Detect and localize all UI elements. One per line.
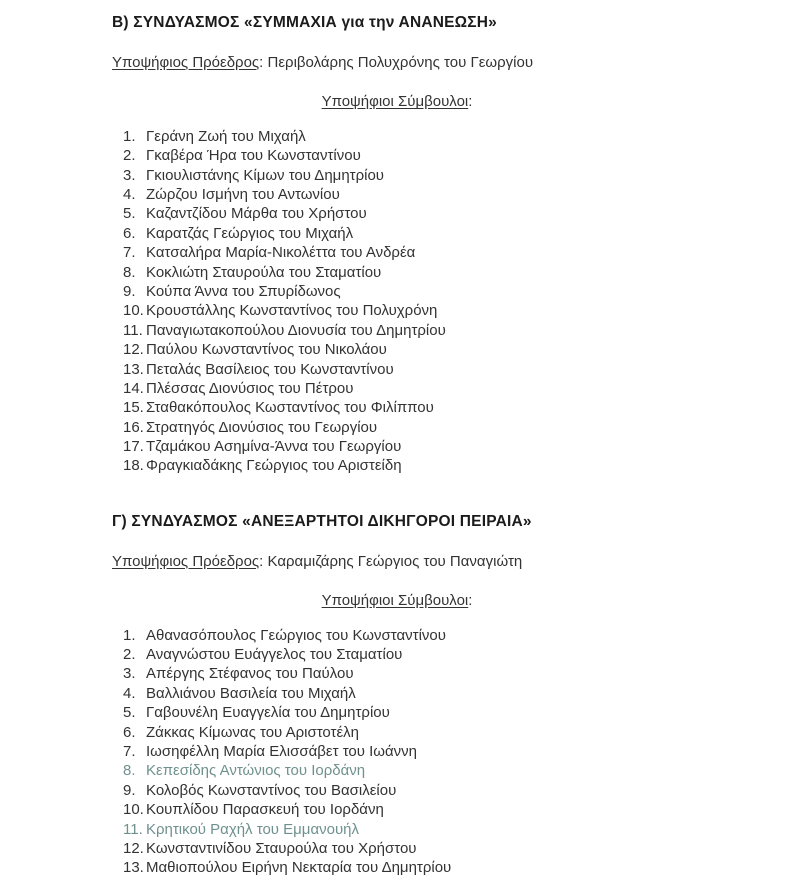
candidate-number: 9. bbox=[123, 781, 136, 799]
candidate-number: 12. bbox=[123, 341, 144, 359]
councilors-label: Υποψήφιοι Σύμβουλοι bbox=[321, 93, 469, 111]
candidate-name: Φραγκιαδάκης Γεώργιος του Αριστείδη bbox=[146, 457, 402, 475]
candidate-number: 10. bbox=[123, 302, 144, 320]
candidate-row bbox=[123, 645, 794, 664]
candidate-name: Βαλλιάνου Βασιλεία του Μιχαήλ bbox=[146, 684, 356, 702]
candidate-row bbox=[123, 742, 794, 761]
candidate-number: 7. bbox=[123, 244, 136, 262]
candidate-number: 11. bbox=[123, 321, 143, 339]
candidate-number: 16. bbox=[123, 418, 144, 436]
candidate-name: Κοκλιώτη Σταυρούλα του Σταματίου bbox=[146, 263, 382, 281]
candidate-name: Μαθιοπούλου Ειρήνη Νεκταρία του Δημητρίου bbox=[146, 859, 452, 877]
candidate-name: Καζαντζίδου Μάρθα του Χρήστου bbox=[146, 205, 367, 223]
candidate-name: Αναγνώστου Ευάγγελος του Σταματίου bbox=[146, 646, 403, 664]
councilors-heading bbox=[0, 92, 794, 111]
candidate-name: Στρατηγός Διονύσιος του Γεωργίου bbox=[146, 418, 378, 436]
candidate-name: Γαβουνέλη Ευαγγελία του Δημητρίου bbox=[146, 704, 390, 722]
councilors-label: Υποψήφιοι Σύμβουλοι bbox=[321, 592, 469, 610]
candidate-section-c bbox=[0, 512, 794, 877]
candidate-row bbox=[123, 858, 794, 877]
candidate-row bbox=[123, 839, 794, 858]
candidate-name: Κολοβός Κωνσταντίνος του Βασιλείου bbox=[146, 781, 397, 799]
candidate-number: 2. bbox=[123, 646, 136, 664]
candidate-number: 9. bbox=[123, 282, 136, 300]
president-label: Υποψήφιος Πρόεδρος bbox=[112, 552, 260, 570]
candidate-name: Σταθακόπουλος Κωσταντίνος του Φιλίππου bbox=[146, 399, 434, 417]
candidate-number: 4. bbox=[123, 684, 136, 702]
candidate-row bbox=[123, 379, 794, 398]
candidate-row bbox=[123, 263, 794, 282]
candidate-number: 11. bbox=[123, 820, 143, 838]
candidate-name: Παύλου Κωνσταντίνος του Νικολάου bbox=[146, 341, 387, 359]
candidate-number: 18. bbox=[123, 457, 144, 475]
candidate-row bbox=[123, 800, 794, 819]
candidate-section-b bbox=[0, 13, 794, 476]
candidate-name: Καρατζάς Γεώργιος του Μιχαήλ bbox=[146, 224, 354, 242]
candidate-row bbox=[123, 204, 794, 223]
candidate-number: 7. bbox=[123, 743, 136, 760]
candidate-row bbox=[123, 761, 794, 780]
candidate-row bbox=[123, 146, 794, 165]
candidate-row bbox=[123, 243, 794, 262]
candidate-name: Τζαμάκου Ασημίνα-Άννα του Γεωργίου bbox=[146, 438, 402, 456]
candidate-row bbox=[123, 282, 794, 301]
candidate-row bbox=[123, 418, 794, 437]
candidate-row bbox=[123, 360, 794, 379]
candidate-name: Κωνσταντινίδου Σταυρούλα του Χρήστου bbox=[146, 839, 417, 857]
candidate-row bbox=[123, 437, 794, 456]
candidate-row bbox=[123, 456, 794, 475]
section-title: Γ) ΣΥΝΔΥΑΣΜΟΣ «ΑΝΕΞΑΡΤΗΤΟΙ ΔΙΚΗΓΟΡΟΙ ΠΕΙΡΑΙΑ» bbox=[112, 512, 532, 530]
candidate-name: Ζάκκας Κίμωνας του Αριστοτέλη bbox=[146, 723, 360, 741]
candidate-row bbox=[123, 703, 794, 722]
candidate-row bbox=[123, 626, 794, 645]
candidate-number: 8. bbox=[123, 263, 136, 281]
candidate-name: Πλέσσας Διονύσιος του Πέτρου bbox=[146, 379, 354, 397]
candidate-name: Κεπεσίδης Αντώνιος του Ιορδάνη bbox=[146, 762, 366, 780]
president-colon: : bbox=[259, 54, 268, 71]
candidate-number: 1. bbox=[123, 127, 136, 145]
candidate-name: Γκαβέρα Ήρα του Κωνσταντίνου bbox=[146, 147, 361, 165]
candidate-row bbox=[123, 185, 794, 204]
candidate-row bbox=[123, 684, 794, 703]
president-line bbox=[112, 53, 794, 72]
candidate-number: 1. bbox=[123, 626, 136, 644]
candidate-number: 3. bbox=[123, 665, 136, 683]
candidate-number: 8. bbox=[123, 762, 136, 780]
candidate-row bbox=[123, 224, 794, 243]
councilors-colon: : bbox=[468, 93, 473, 111]
section-title: Β) ΣΥΝΔΥΑΣΜΟΣ «ΣΥΜΜΑΧΙΑ για την ΑΝΑΝΕΩΣΗ» bbox=[112, 14, 498, 31]
candidate-name: Γκιουλιστάνης Κίμων του Δημητρίου bbox=[146, 166, 384, 184]
candidate-number: 5. bbox=[123, 205, 136, 223]
candidate-name: Ιωσηφέλλη Μαρία Ελισσάβετ του Ιωάννη bbox=[146, 743, 418, 760]
candidate-row bbox=[123, 664, 794, 683]
candidates-list bbox=[0, 626, 794, 877]
candidate-name: Κουπλίδου Παρασκευή του Ιορδάνη bbox=[146, 801, 384, 819]
candidate-number: 12. bbox=[123, 839, 144, 857]
president-name: Περιβολάρης Πολυχρόνης του Γεωργίου bbox=[267, 54, 534, 71]
candidate-row bbox=[123, 781, 794, 800]
candidate-number: 15. bbox=[123, 399, 144, 417]
candidate-number: 6. bbox=[123, 224, 136, 242]
candidate-number: 10. bbox=[123, 801, 144, 819]
president-label: Υποψήφιος Πρόεδρος bbox=[112, 54, 260, 71]
candidate-number: 14. bbox=[123, 379, 144, 397]
candidate-name: Ζώρζου Ισμήνη του Αντωνίου bbox=[146, 185, 340, 203]
candidate-number: 6. bbox=[123, 723, 136, 741]
candidate-number: 13. bbox=[123, 859, 144, 877]
councilors-heading bbox=[0, 591, 794, 610]
candidate-name: Γεράνη Ζωή του Μιχαήλ bbox=[146, 127, 306, 145]
candidate-number: 17. bbox=[123, 438, 144, 456]
candidate-row bbox=[123, 321, 794, 340]
candidate-row bbox=[123, 166, 794, 185]
candidate-number: 4. bbox=[123, 185, 136, 203]
president-colon: : bbox=[259, 552, 268, 570]
councilors-colon: : bbox=[468, 592, 473, 610]
candidate-number: 3. bbox=[123, 166, 136, 184]
candidate-row bbox=[123, 723, 794, 742]
candidate-name: Αθανασόπουλος Γεώργιος του Κωνσταντίνου bbox=[146, 626, 446, 644]
candidate-number: 13. bbox=[123, 360, 144, 378]
candidate-row bbox=[123, 301, 794, 320]
candidate-number: 2. bbox=[123, 147, 136, 165]
president-line bbox=[112, 552, 794, 571]
candidate-number: 5. bbox=[123, 704, 136, 722]
candidate-name: Κρουστάλλης Κωνσταντίνος του Πολυχρόνη bbox=[146, 302, 438, 320]
candidate-name: Απέργης Στέφανος του Παύλου bbox=[146, 665, 354, 683]
candidate-row bbox=[123, 398, 794, 417]
candidate-name: Παναγιωτακοπούλου Διονυσία του Δημητρίου bbox=[146, 321, 446, 339]
candidate-row bbox=[123, 127, 794, 146]
candidate-row bbox=[123, 820, 794, 839]
president-name: Καραμιζάρης Γεώργιος του Παναγιώτη bbox=[267, 552, 523, 570]
candidate-row bbox=[123, 340, 794, 359]
candidate-name: Κατσαλήρα Μαρία-Νικολέττα του Ανδρέα bbox=[146, 244, 416, 262]
candidate-name: Κούπα Άννα του Σπυρίδωνος bbox=[146, 282, 341, 300]
candidates-list bbox=[0, 127, 794, 476]
candidate-name: Πεταλάς Βασίλειος του Κωνσταντίνου bbox=[146, 360, 394, 378]
candidate-name: Κρητικού Ραχήλ του Εμμανουήλ bbox=[146, 820, 360, 838]
